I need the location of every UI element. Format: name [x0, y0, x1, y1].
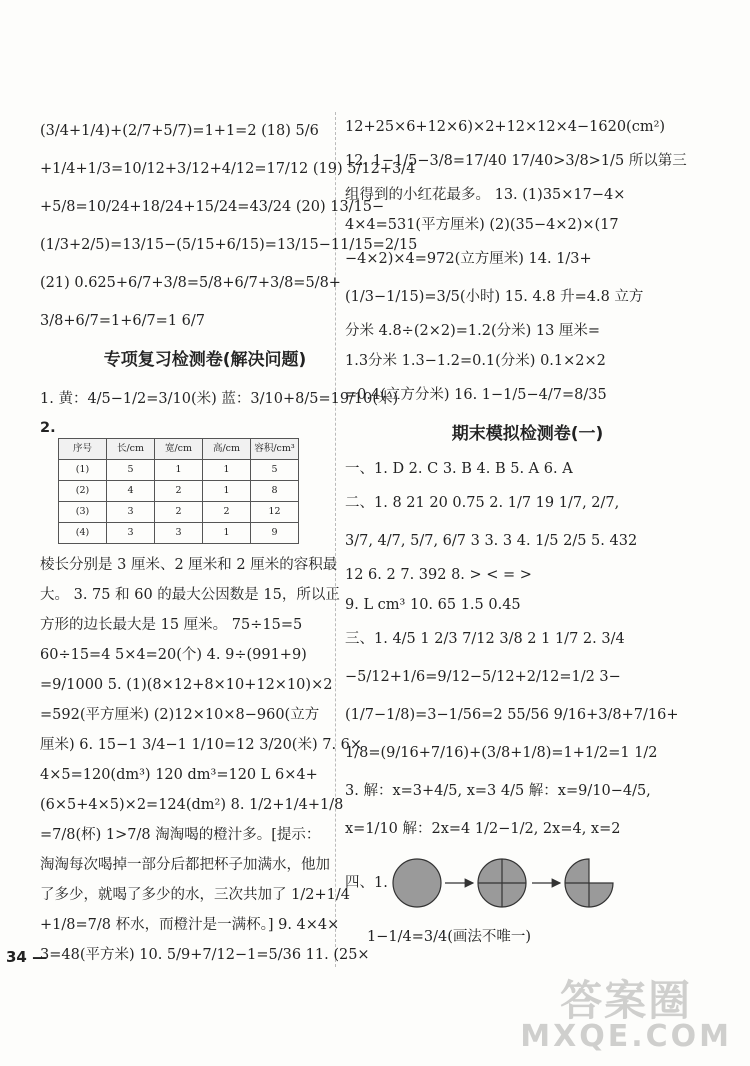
table-cell: 3 [155, 523, 203, 544]
answer-line: 3=48(平方米) 10. 5/9+7/12−1=5/36 11. (25× [40, 947, 370, 963]
answer-line: +5/8=10/24+18/24+15/24=43/24 (20) 13/15− [40, 199, 385, 215]
answer-line: =592(平方厘米) (2)12×10×8−960(立方 [40, 707, 320, 723]
answer-line: (21) 0.625+6/7+3/8=5/8+6/7+3/8=5/8+ [40, 275, 341, 291]
answer-line: −4×2)×4=972(立方厘米) 14. 1/3+ [345, 251, 592, 267]
table-cell: 8 [251, 481, 299, 502]
answer-line: 12 6. 2 7. 392 8. > < = > [345, 567, 532, 583]
answer-line: 12+25×6+12×6)×2+12×12×4−1620(cm²) [345, 119, 666, 135]
question-number: 2. [40, 420, 56, 436]
answer-line: 3. 解：x=3+4/5, x=3 4/5 解：x=9/10−4/5, [345, 783, 651, 799]
answer-line: 1/8=(9/16+7/16)+(3/8+1/8)=1+1/2=1 1/2 [345, 745, 658, 761]
answer-line: =9/1000 5. (1)(8×12+8×10+12×10)×2 [40, 677, 333, 693]
section-title: 期末模拟检测卷(一) [451, 424, 604, 444]
left-column [40, 112, 418, 970]
page-number: 34 — [6, 948, 48, 966]
table-row [59, 460, 299, 481]
answer-line: −5/12+1/6=9/12−5/12+2/12=1/2 3− [345, 669, 621, 685]
table-cell: 2 [155, 481, 203, 502]
answer-line: 1. 黄：4/5−1/2=3/10(米) 蓝：3/10+8/5=19/10(米) [40, 391, 399, 407]
right-column [345, 112, 710, 956]
watermark-text: 答案圈 [560, 976, 693, 1025]
table-header: 高/cm [203, 439, 251, 460]
answer-line: 厘米) 6. 15−1 3/4−1 1/10=12 3/20(米) 7. 6× [40, 737, 363, 753]
table-cell: 9 [251, 523, 299, 544]
table-cell: 3 [107, 523, 155, 544]
answer-line: 1−1/4=3/4(画法不唯一) [367, 929, 532, 945]
table-cell: 1 [155, 460, 203, 481]
answer-line: 棱长分别是 3 厘米、2 厘米和 2 厘米的容积最 [40, 557, 338, 573]
answer-line: +1/8=7/8 杯水，而橙汁是一满杯。] 9. 4×4× [40, 917, 340, 933]
answer-line: 1.3分米 1.3−1.2=0.1(分米) 0.1×2×2 [345, 353, 606, 369]
table-cell: 5 [107, 460, 155, 481]
table-row [59, 481, 299, 502]
answer-line: (3/4+1/4)+(2/7+5/7)=1+1=2 (18) 5/6 [40, 123, 319, 139]
answer-line: 3/8+6/7=1+6/7=1 6/7 [40, 313, 206, 329]
table-cell: 12 [251, 502, 299, 523]
table-cell: 2 [155, 502, 203, 523]
section-title: 专项复习检测卷(解决问题) [103, 350, 307, 370]
answer-line: 3/7, 4/7, 5/7, 6/7 3 3. 3 4. 1/5 2/5 5. 432 [345, 533, 638, 549]
table-cell: 4 [107, 481, 155, 502]
answer-line: 淘淘每次喝掉一部分后都把杯子加满水，他加 [40, 857, 330, 873]
table-cell: 2 [203, 502, 251, 523]
watermark-url: MXQE.COM [520, 1019, 732, 1054]
table-cell: (1) [59, 460, 107, 481]
answer-line: 60÷15=4 5×4=20(个) 4. 9÷(991+9) [40, 647, 307, 663]
table-cell: (3) [59, 502, 107, 523]
table-header-row [59, 439, 299, 460]
table-cell: (2) [59, 481, 107, 502]
answer-line: 4×5=120(dm³) 120 dm³=120 L 6×4+ [40, 767, 318, 783]
table-header: 序号 [59, 439, 107, 460]
quartered-circle [478, 859, 526, 907]
answer-line: =0.4(立方分米) 16. 1−1/5−4/7=8/35 [345, 387, 607, 403]
fraction-circles-svg [345, 852, 710, 914]
table-cell: 1 [203, 481, 251, 502]
three-quarter-circle [565, 859, 613, 907]
question-number: 四、1. [345, 875, 388, 891]
circle-diagram [345, 852, 710, 914]
answer-line: 9. L cm³ 10. 65 1.5 0.45 [345, 597, 521, 613]
answer-line: 方形的边长最大是 15 厘米。 75÷15=5 [40, 617, 303, 633]
answer-line: (1/3+2/5)=13/15−(5/15+6/15)=13/15−11/15=2/15 [40, 237, 418, 253]
answer-line: 分米 4.8÷(2×2)=1.2(分米) 13 厘米= [345, 323, 601, 339]
table-header: 容积/cm³ [251, 439, 299, 460]
table-header: 长/cm [107, 439, 155, 460]
answer-line: 一、1. D 2. C 3. B 4. B 5. A 6. A [345, 461, 573, 477]
answer-line: x=1/10 解：2x=4 1/2−1/2, 2x=4, x=2 [345, 821, 621, 837]
answer-line: (6×5+4×5)×2=124(dm²) 8. 1/2+1/4+1/8 [40, 797, 344, 813]
answer-line: (1/7−1/8)=3−1/56=2 55/56 9/16+3/8+7/16+ [345, 707, 679, 723]
table-cell: 1 [203, 460, 251, 481]
table-cell: 5 [251, 460, 299, 481]
answer-line: =7/8(杯) 1>7/8 淘淘喝的橙汁多。[提示： [40, 827, 321, 843]
watermark-logo [520, 976, 732, 1054]
table-row [59, 502, 299, 523]
answer-line: 大。 3. 75 和 60 的最大公因数是 15，所以正 [40, 587, 340, 603]
answer-line: 组得到的小红花最多。 13. (1)35×17−4× [345, 187, 626, 203]
answer-line: +1/4+1/3=10/12+3/12+4/12=17/12 (19) 5/12+3/4 [40, 161, 416, 177]
whole-circle [393, 859, 441, 907]
table-header: 宽/cm [155, 439, 203, 460]
answer-line: 了多少，就喝了多少的水，三次共加了 1/2+1/4 [40, 887, 350, 903]
answer-line: 三、1. 4/5 1 2/3 7/12 3/8 2 1 1/7 2. 3/4 [345, 631, 625, 647]
answer-line: 12. 1−1/5−3/8=17/40 17/40>3/8>1/5 所以第三 [345, 153, 687, 169]
answer-line: (1/3−1/15)=3/5(小时) 15. 4.8 升=4.8 立方 [345, 289, 644, 305]
table-cell: 3 [107, 502, 155, 523]
answer-line: 4×4=531(平方厘米) (2)(35−4×2)×(17 [345, 217, 619, 233]
table-cell: 1 [203, 523, 251, 544]
table-row [59, 523, 299, 544]
answer-line: 二、1. 8 21 20 0.75 2. 1/7 19 1/7, 2/7, [345, 495, 620, 511]
volume-table [58, 438, 299, 544]
table-cell: (4) [59, 523, 107, 544]
